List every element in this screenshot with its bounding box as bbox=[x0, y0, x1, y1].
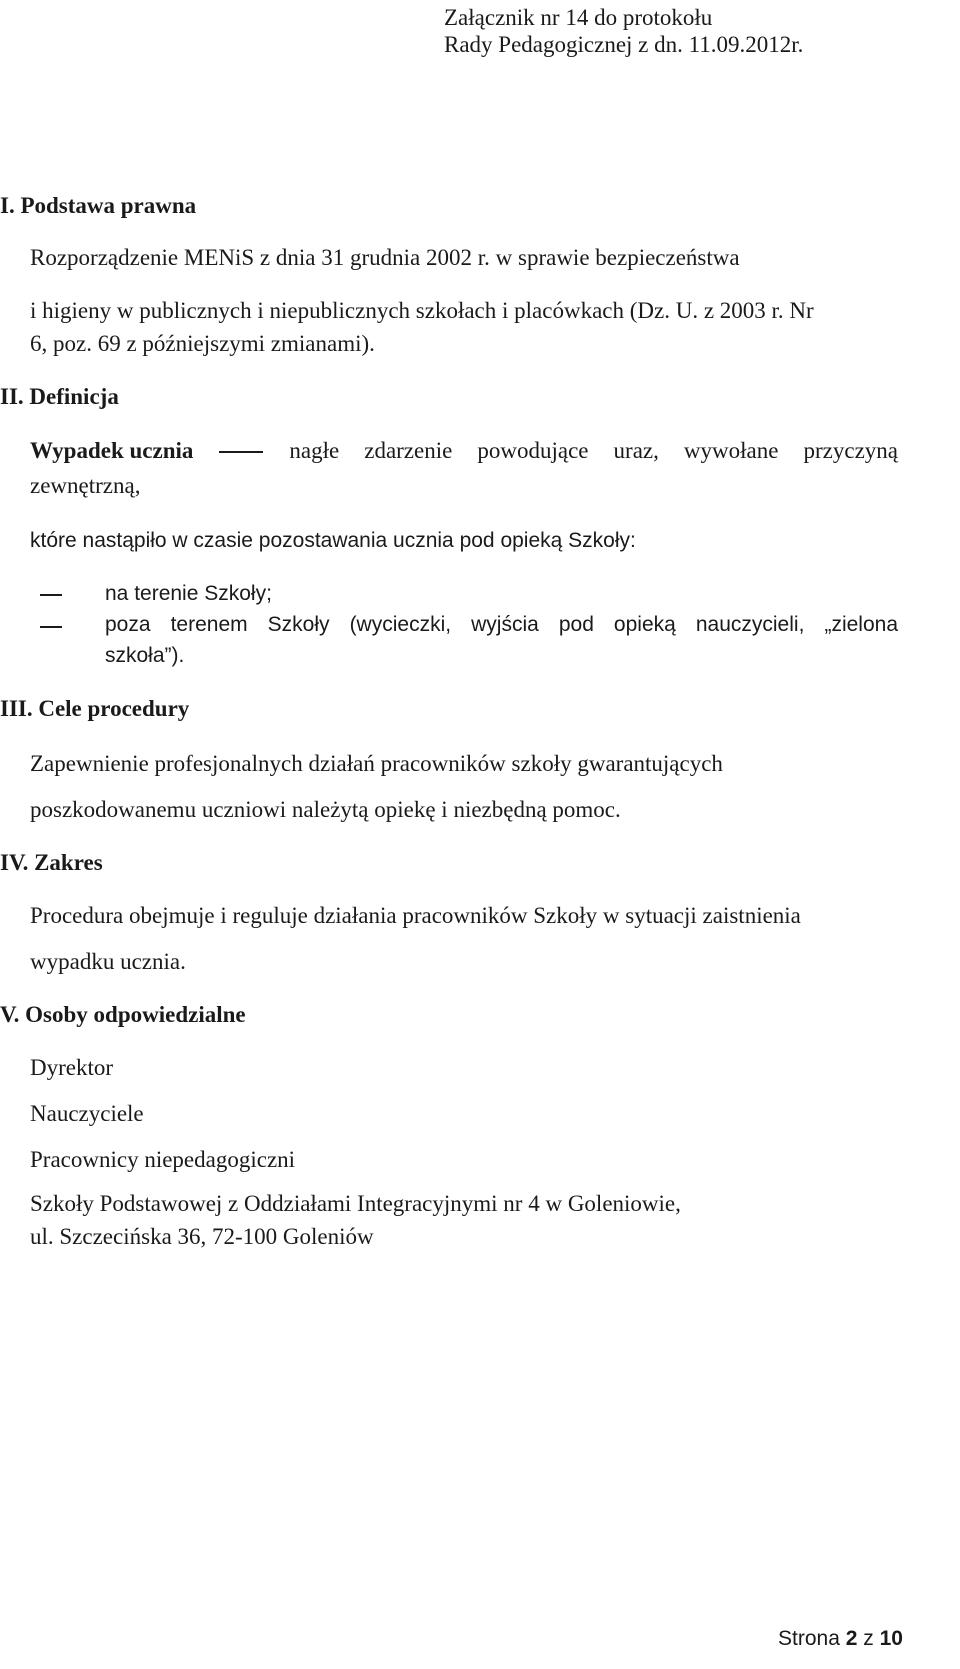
bullet-dash-icon bbox=[40, 626, 62, 628]
header-line-1: Załącznik nr 14 do protokołu bbox=[444, 5, 713, 30]
section-4-heading: IV. Zakres bbox=[0, 850, 103, 875]
section-1-line-3: 6, poz. 69 z późniejszymi zmianami). bbox=[30, 331, 375, 356]
section-4-line-1: Procedura obejmuje i reguluje działania pracowników Szkoły w sytuacji zaistnienia bbox=[30, 903, 801, 928]
section-4-line-2: wypadku ucznia. bbox=[30, 949, 186, 974]
responsible-person-2: Nauczyciele bbox=[30, 1101, 144, 1126]
section-3-heading: III. Cele procedury bbox=[0, 696, 190, 721]
section-3-line-2: poszkodowanemu uczniowi należytą opiekę i niezbędną pomoc. bbox=[30, 797, 621, 822]
section-3-line-1: Zapewnienie profesjonalnych działań pracowników szkoły gwarantujących bbox=[30, 751, 723, 776]
definition-line bbox=[30, 437, 898, 465]
school-address-line: ul. Szczecińska 36, 72-100 Goleniów bbox=[30, 1224, 374, 1249]
page-separator: z bbox=[863, 1627, 874, 1650]
school-name-line: Szkoły Podstawowej z Oddziałami Integracyjnymi nr 4 w Goleniowie, bbox=[30, 1191, 681, 1216]
section-1-heading: I. Podstawa prawna bbox=[0, 193, 197, 218]
bullet-item-1: na terenie Szkoły; bbox=[105, 582, 272, 605]
section-5-heading: V. Osoby odpowiedzialne bbox=[0, 1002, 246, 1027]
section-1-line-1: Rozporządzenie MENiS z dnia 31 grudnia 2002 r. w sprawie bezpieczeństwa bbox=[30, 245, 740, 270]
page-number bbox=[778, 1626, 903, 1652]
section-1-line-2: i higieny w publicznych i niepublicznych szkołach i placówkach (Dz. U. z 2003 r. Nr bbox=[30, 298, 814, 323]
bullet-dash-icon bbox=[40, 594, 62, 596]
responsible-person-1: Dyrektor bbox=[30, 1055, 114, 1080]
definition-continuation: zewnętrzną, bbox=[30, 473, 141, 498]
definition-term: Wypadek ucznia bbox=[30, 438, 194, 463]
responsible-person-3: Pracownicy niepedagogiczni bbox=[30, 1147, 296, 1172]
page-current: 2 bbox=[845, 1627, 858, 1650]
header-line-2: Rady Pedagogicznej z dn. 11.09.2012r. bbox=[444, 32, 804, 57]
section-2-heading: II. Definicja bbox=[0, 384, 119, 409]
page-total: 10 bbox=[879, 1627, 903, 1650]
definition-dash bbox=[219, 451, 263, 453]
bullet-item-2-continuation: szkoła”). bbox=[105, 644, 185, 667]
definition-text: nagłe zdarzenie powodujące uraz, wywołane przyczyną bbox=[289, 438, 898, 463]
page-label: Strona bbox=[778, 1627, 840, 1650]
definition-context-line: które nastąpiło w czasie pozostawania ucznia pod opieką Szkoły: bbox=[30, 529, 636, 552]
bullet-item-2: poza terenem Szkoły (wycieczki, wyjścia pod opieką nauczycieli, „zielona bbox=[105, 613, 898, 636]
